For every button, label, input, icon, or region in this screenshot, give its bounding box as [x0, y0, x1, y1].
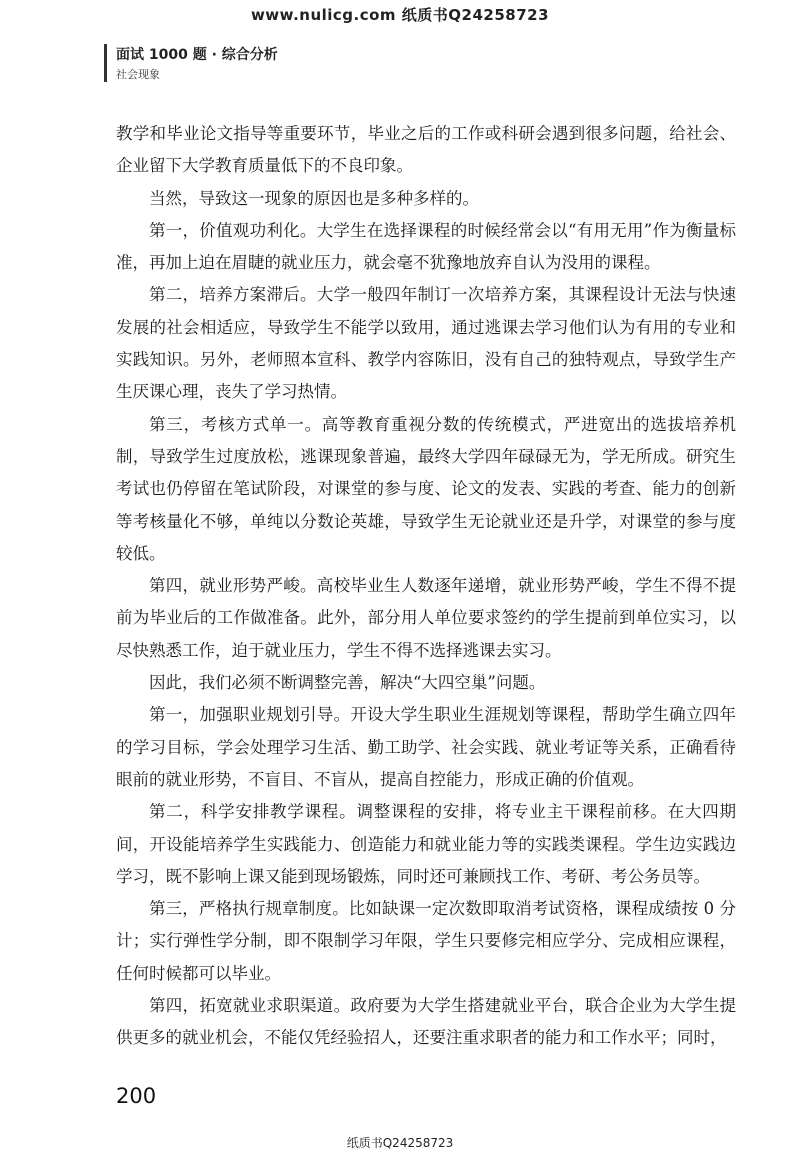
- book-subtitle: 社会现象: [116, 68, 160, 81]
- paragraph: 第二，科学安排教学课程。调整课程的安排，将专业主干课程前移。在大四期间，开设能培养学生实践能力、创造能力和就业能力等的实践类课程。学生边实践边学习，既不影响上课又能到现场锻炼，同时还可兼顾找工作、考研、考公务员等。: [116, 802, 736, 886]
- paragraph: 第二，培养方案滞后。大学一般四年制订一次培养方案，其课程设计无法与快速发展的社会相适应，导致学生不能学以致用，通过逃课去学习他们认为有用的专业和实践知识。另外，老师照本宣科、教学内容陈旧，没有自己的独特观点，导致学生产生厌课心理，丧失了学习热情。: [116, 285, 736, 402]
- paragraph: 第一，加强职业规划引导。开设大学生职业生涯规划等课程，帮助学生确立四年的学习目标，学会处理学习生活、勤工助学、社会实践、就业考证等关系，正确看待眼前的就业形势，不盲目、不盲从，提高自控能力，形成正确的价值观。: [116, 705, 736, 789]
- paragraph: 因此，我们必须不断调整完善，解决“大四空巢”问题。: [149, 673, 546, 693]
- watermark-top: www.nulicg.com 纸质书Q24258723: [250, 6, 550, 24]
- paragraph: 第四，拓宽就业求职渠道。政府要为大学生搭建就业平台，联合企业为大学生提供更多的就业机会，不能仅凭经验招人，还要注重求职者的能力和工作水平；同时，: [116, 996, 736, 1048]
- paragraph: 当然，导致这一现象的原因也是多种多样的。: [149, 188, 479, 208]
- book-title: 面试 1000 题 · 综合分析: [116, 47, 278, 63]
- header-divider: [104, 44, 107, 82]
- page-number: 200: [116, 1084, 157, 1108]
- paragraph: 第三，考核方式单一。高等教育重视分数的传统模式，严进宽出的选拔培养机制，导致学生过度放松，逃课现象普遍，最终大学四年碌碌无为，学无所成。研究生考试也仍停留在笔试阶段，对课堂的参与度、论文的发表、实践的考查、能力的创新等考核量化不够，单纯以分数论英雄，导致学生无论就业还是升学，对课堂的参与度较低。: [116, 414, 736, 563]
- body-text: [116, 118, 736, 1055]
- paragraph: 第四，就业形势严峻。高校毕业生人数逐年递增，就业形势严峻，学生不得不提前为毕业后的工作做准备。此外，部分用人单位要求签约的学生提前到单位实习，以尽快熟悉工作，迫于就业压力，学生不得不选择逃课去实习。: [116, 576, 736, 660]
- paragraph: 第一，价值观功利化。大学生在选择课程的时候经常会以“有用无用”作为衡量标准，再加上迫在眉睫的就业压力，就会毫不犹豫地放弃自认为没用的课程。: [116, 220, 736, 273]
- paragraph: 教学和毕业论文指导等重要环节，毕业之后的工作或科研会遇到很多问题，给社会、企业留下大学教育质量低下的不良印象。: [116, 124, 736, 176]
- paragraph: 第三，严格执行规章制度。比如缺课一定次数即取消考试资格，课程成绩按 0 分计；实行弹性学分制，即不限制学习年限，学生只要修完相应学分、完成相应课程，任何时候都可以毕业。: [116, 899, 736, 983]
- watermark-bottom: 纸质书Q24258723: [346, 1136, 454, 1150]
